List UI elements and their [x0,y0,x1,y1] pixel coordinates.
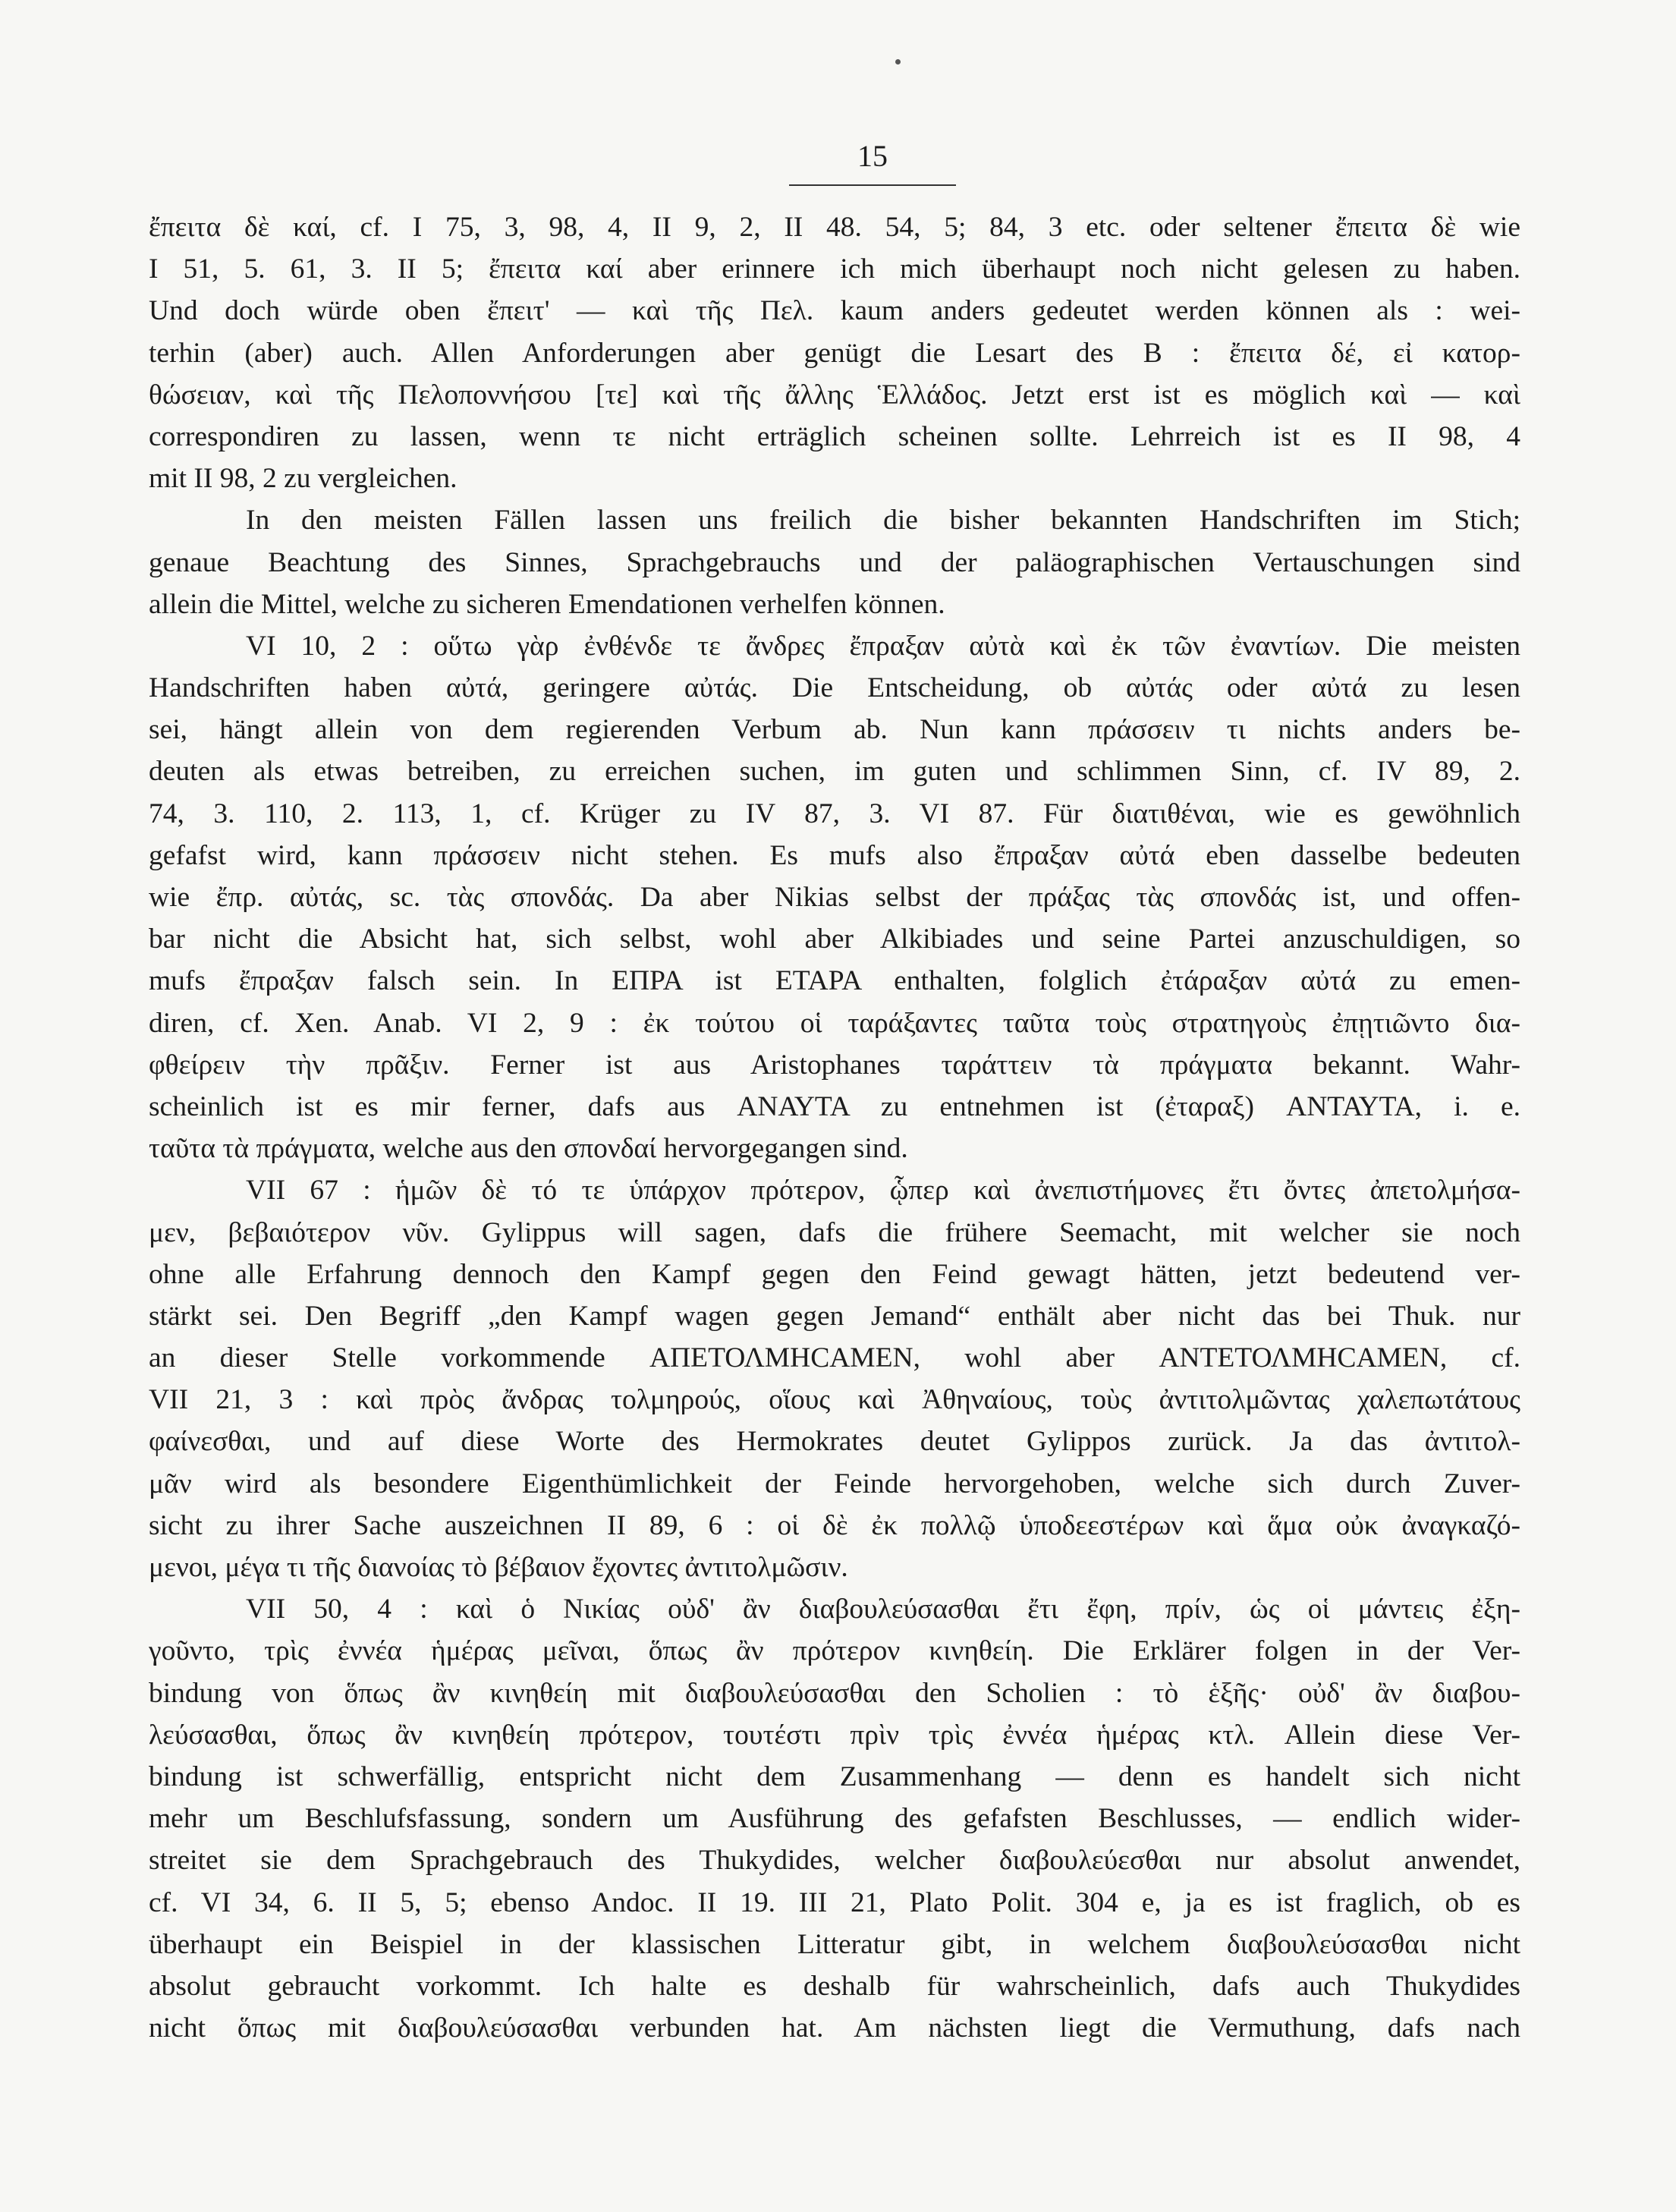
text-line: deuten als etwas betreiben, zu erreichen suchen, im guten und schlimmen Sinn, cf. IV 89, 2. [149,756,1520,788]
text-line: ohne alle Erfahrung dennoch den Kampf gegen den Feind gewagt hätten, jetzt bedeutend ver- [149,1258,1520,1290]
text-line: genaue Beachtung des Sinnes, Sprachgebrauchs und der paläographischen Vertauschungen sind [149,546,1520,578]
text-line: In den meisten Fällen lassen uns freilich die bisher bekannten Handschriften im Stich; [246,505,1520,536]
text-line: Handschriften haben αὐτά, geringere αὐτάς. Die Entscheidung, ob αὐτάς oder αὐτά zu lesen [149,672,1520,704]
text-line: überhaupt ein Beispiel in der klassischen Litteratur gibt, in welchem διαβουλεύσασθαι nicht [149,1928,1520,1960]
text-line: absolut gebraucht vorkommt. Ich halte es deshalb für wahrscheinlich, dafs auch Thukydides [149,1970,1520,2002]
text-line: VI 10, 2 : οὕτω γὰρ ἐνθένδε τε ἄνδρες ἔπραξαν αὐτὰ καὶ ἐκ τῶν ἐναντίων. Die meisten [246,630,1520,662]
text-line: mufs ἔπραξαν falsch sein. In ΕΠΡΑ ist ΕΤΑΡΑ enthalten, folglich ἐτάραξαν αὐτά zu emen- [149,965,1520,997]
text-line: θώσειαν, καὶ τῆς Πελοποννήσου [τε] καὶ τῆς ἄλλης Ἑλλάδος. Jetzt erst ist es möglich καὶ — καὶ [149,379,1520,411]
text-line: sicht zu ihrer Sache auszeichnen II 89, 6 : οἱ δὲ ἐκ πολλῷ ὑποδεεστέρων καὶ ἅμα οὐκ ἀναγκαζό- [149,1509,1520,1541]
text-line: terhin (aber) auch. Allen Anforderungen aber genügt die Lesart des B : ἔπειτα δέ, εἰ κατορ- [149,337,1520,369]
text-line: I 51, 5. 61, 3. II 5; ἔπειτα καί aber erinnere ich mich überhaupt noch nicht gelesen zu haben. [149,253,1520,285]
body-text [149,206,1520,2049]
text-line: λεύσασθαι, ὅπως ἂν κινηθείη πρότερον, τουτέστι πρὶν τρὶς ἐννέα ἡμέρας κτλ. Allein diese Ver- [149,1719,1520,1751]
text-line: VII 50, 4 : καὶ ὁ Νικίας οὐδ' ἂν διαβουλεύσασθαι ἔτι ἔφη, πρίν, ὡς οἱ μάντεις ἐξη- [246,1594,1520,1625]
text-line: μεν, βεβαιότερον νῦν. Gylippus will sagen, dafs die frühere Seemacht, mit welcher sie noch [149,1216,1520,1248]
text-line: γοῦντο, τρὶς ἐννέα ἡμέρας μεῖναι, ὅπως ἂν πρότερον κινηθείη. Die Erklärer folgen in der Ver- [149,1635,1520,1667]
text-line: gefafst wird, kann πράσσειν nicht stehen. Es mufs also ἔπραξαν αὐτά eben dasselbe bedeuten [149,839,1520,871]
text-line: wie ἔπρ. αὐτάς, sc. τὰς σπονδάς. Da aber Nikias selbst der πράξας τὰς σπονδάς ist, und offen- [149,882,1520,913]
text-line: stärkt sei. Den Begriff „den Kampf wagen gegen Jemand“ enthält aber nicht das bei Thuk. nur [149,1300,1520,1332]
ink-speck [895,59,901,65]
text-line: an dieser Stelle vorkommende ΑΠΕΤΟΛΜΗϹΑΜΕΝ, wohl aber ΑΝΤΕΤΟΛΜΗϹΑΜΕΝ, cf. [149,1342,1520,1374]
text-line: bar nicht die Absicht hat, sich selbst, wohl aber Alkibiades und seine Partei anzuschuldigen, so [149,924,1520,955]
text-line: φαίνεσθαι, und auf diese Worte des Hermokrates deutet Gylippos zurück. Ja das ἀντιτολ- [149,1426,1520,1458]
text-line: bindung von ὅπως ἂν κινηθείη mit διαβουλεύσασθαι den Scholien : τὸ ἑξῆς· οὐδ' ἂν διαβου- [149,1677,1520,1709]
text-line: μενοι, μέγα τι τῆς διανοίας τὸ βέβαιον ἔχοντες ἀντιτολμῶσιν. [149,1552,848,1583]
text-line: scheinlich ist es mir ferner, dafs aus ΑΝΑΥΤΑ zu entnehmen ist (ἐταραξ) ΑΝΤΑΥΤΑ, i. e. [149,1090,1520,1122]
text-line: nicht ὅπως mit διαβουλεύσασθαι verbunden hat. Am nächsten liegt die Vermuthung, dafs nach [149,2012,1520,2044]
text-line: correspondiren zu lassen, wenn τε nicht erträglich scheinen sollte. Lehrreich ist es II 98, 4 [149,420,1520,452]
text-line: mit II 98, 2 zu vergleichen. [149,463,458,495]
text-line: allein die Mittel, welche zu sicheren Emendationen verhelfen können. [149,588,945,620]
text-line: VII 67 : ἡμῶν δὲ τό τε ὑπάρχον πρότερον, ᾧπερ καὶ ἀνεπιστήμονες ἔτι ὄντες ἀπετολμήσα- [246,1175,1520,1207]
text-line: μᾶν wird als besondere Eigenthümlichkeit der Feinde hervorgehoben, welche sich durch Zuver- [149,1468,1520,1499]
text-line: Und doch würde oben ἔπειτ' — καὶ τῆς Πελ. kaum anders gedeutet werden können als : wei- [149,295,1520,327]
text-line: bindung ist schwerfällig, entspricht nicht dem Zusammenhang — denn es handelt sich nicht [149,1760,1520,1792]
text-line: VII 21, 3 : καὶ πρὸς ἄνδρας τολμηρούς, οἵους καὶ Ἀθηναίους, τοὺς ἀντιτολμῶντας χαλεπωτάτους [149,1384,1520,1416]
text-line: streitet sie dem Sprachgebrauch des Thukydides, welcher διαβουλεύεσθαι nur absolut anwendet, [149,1845,1520,1877]
text-line: 74, 3. 110, 2. 113, 1, cf. Krüger zu IV 87, 3. VI 87. Für διατιθέναι, wie es gewöhnlich [149,798,1520,829]
text-line: φθείρειν τὴν πρᾶξιν. Ferner ist aus Aristophanes ταράττειν τὰ πράγματα bekannt. Wahr- [149,1049,1520,1081]
text-line: diren, cf. Xen. Anab. VI 2, 9 : ἐκ τούτου οἱ ταράξαντες ταῦτα τοὺς στρατηγοὺς ἐπῃτιῶντο δια- [149,1007,1520,1039]
text-line: mehr um Beschlufsfassung, sondern um Ausführung des gefafsten Beschlusses, — endlich wider- [149,1803,1520,1835]
page-number: 15 [789,138,956,186]
text-line: ταῦτα τὰ πράγματα, welche aus den σπονδαί hervorgegangen sind. [149,1133,908,1165]
text-line: ἔπειτα δὲ καί, cf. I 75, 3, 98, 4, II 9, 2, II 48. 54, 5; 84, 3 etc. oder seltener ἔπειτα δὲ wie [149,212,1520,243]
text-line: sei, hängt allein von dem regierenden Verbum ab. Nun kann πράσσειν τι nichts anders be- [149,714,1520,746]
text-line: cf. VI 34, 6. II 5, 5; ebenso Andoc. II 19. III 21, Plato Polit. 304 e, ja es ist fraglich, ob es [149,1886,1520,1918]
